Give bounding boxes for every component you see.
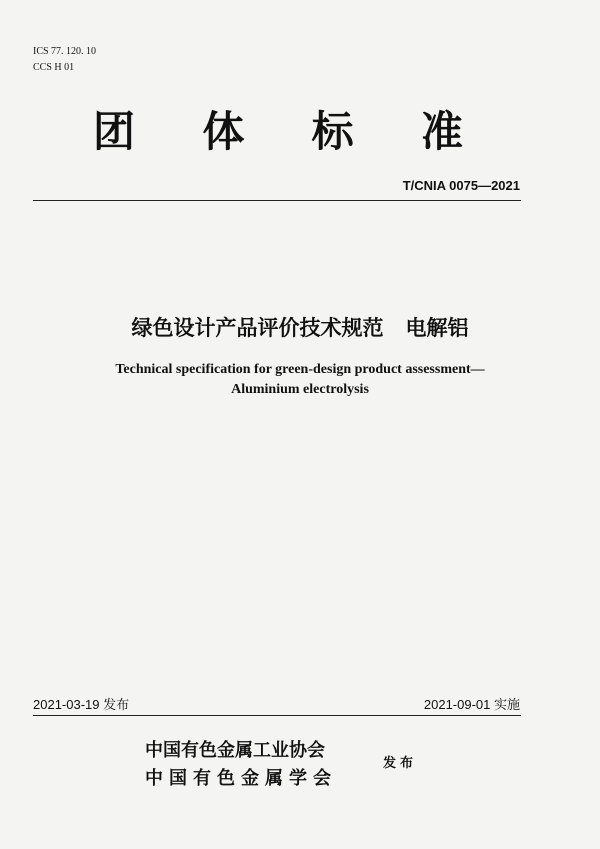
issue-date: 2021-03-19 发布: [33, 697, 130, 712]
doc-type-char: 体: [202, 107, 245, 156]
english-title-line-1: Technical specification for green-design product assessment—: [115, 362, 485, 377]
document-type-title: [93, 104, 463, 160]
bottom-divider: [33, 715, 521, 716]
publisher-organizations: [145, 737, 337, 793]
publisher-org-1: 中国有色金属工业协会: [145, 740, 325, 761]
doc-type-char: 标: [311, 107, 354, 156]
classification-codes: [33, 44, 96, 76]
english-title: [0, 360, 600, 400]
ccs-code: CCS H 01: [33, 62, 75, 73]
doc-type-char: 准: [420, 107, 463, 156]
chinese-title: 绿色设计产品评价技术规范 电解铝: [131, 316, 469, 340]
standard-number: T/CNIA 0075—2021: [402, 178, 520, 193]
ics-code: ICS 77. 120. 10: [33, 46, 97, 57]
english-title-line-2: Aluminium electrolysis: [231, 382, 369, 397]
top-divider: [33, 200, 521, 201]
publisher-org-2: 中国有色金属学会: [145, 768, 337, 789]
implementation-date: 2021-09-01 实施: [423, 697, 520, 712]
doc-type-char: 团: [93, 107, 136, 156]
publish-label: 发布: [383, 756, 418, 771]
